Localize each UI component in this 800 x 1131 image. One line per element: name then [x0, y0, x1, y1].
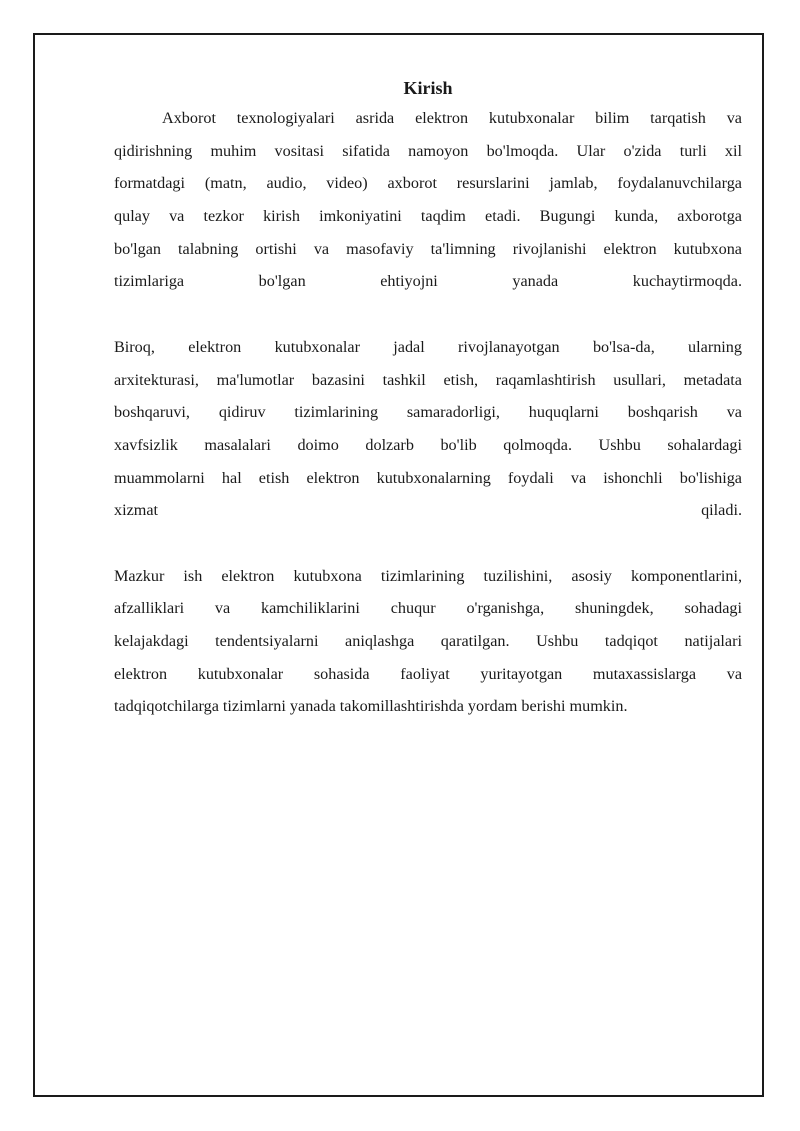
paragraph-line: boshqaruvi, qidiruv tizimlarining samaradorligi, huquqlarni boshqarish va	[114, 403, 742, 422]
paragraph-line: xavfsizlik masalalari doimo dolzarb bo'lib qolmoqda. Ushbu sohalardagi	[114, 435, 742, 454]
document-title: Kirish	[403, 78, 453, 98]
paragraph-line: afzalliklari va kamchiliklarini chuqur o'rganishga, shuningdek, sohadagi	[114, 599, 742, 618]
paragraph-line: formatdagi (matn, audio, video) axborot resurslarini jamlab, foydalanuvchilarga	[114, 174, 742, 193]
paragraph-line: xizmat qiladi.	[114, 501, 742, 520]
paragraph-spacer	[114, 527, 742, 560]
paragraph-line: tizimlariga bo'lgan ehtiyojni yanada kuchaytirmoqda.	[114, 272, 742, 291]
paragraph-line: arxitekturasi, ma'lumotlar bazasini tashkil etish, raqamlashtirish usullari, metadata	[114, 370, 742, 389]
paragraph-1	[114, 102, 742, 298]
paragraph-line: qulay va tezkor kirish imkoniyatini taqdim etadi. Bugungi kunda, axborotga	[114, 207, 742, 226]
paragraph-3	[114, 560, 742, 723]
document-body	[114, 74, 742, 723]
paragraph-line: Mazkur ish elektron kutubxona tizimlarining tuzilishini, asosiy komponentlarini,	[114, 566, 742, 585]
paragraph-line: Axborot texnologiyalari asrida elektron kutubxonalar bilim tarqatish va	[162, 109, 742, 127]
paragraph-2	[114, 331, 742, 527]
paragraph-line: bo'lgan talabning ortishi va masofaviy ta'limning rivojlanishi elektron kutubxona	[114, 239, 742, 258]
paragraph-line: tadqiqotchilarga tizimlarni yanada takomillashtirishda yordam berishi mumkin.	[114, 697, 628, 716]
paragraph-line: muammolarni hal etish elektron kutubxonalarning foydali va ishonchli bo'lishiga	[114, 468, 742, 487]
paragraph-line: Biroq, elektron kutubxonalar jadal rivojlanayotgan bo'lsa-da, ularning	[114, 337, 742, 356]
paragraph-line: elektron kutubxonalar sohasida faoliyat yuritayotgan mutaxassislarga va	[114, 664, 742, 683]
paragraph-line: kelajakdagi tendentsiyalarni aniqlashga qaratilgan. Ushbu tadqiqot natijalari	[114, 632, 742, 650]
paragraph-spacer	[114, 298, 742, 331]
paragraph-line: qidirishning muhim vositasi sifatida namoyon bo'lmoqda. Ular o'zida turli xil	[114, 141, 742, 160]
